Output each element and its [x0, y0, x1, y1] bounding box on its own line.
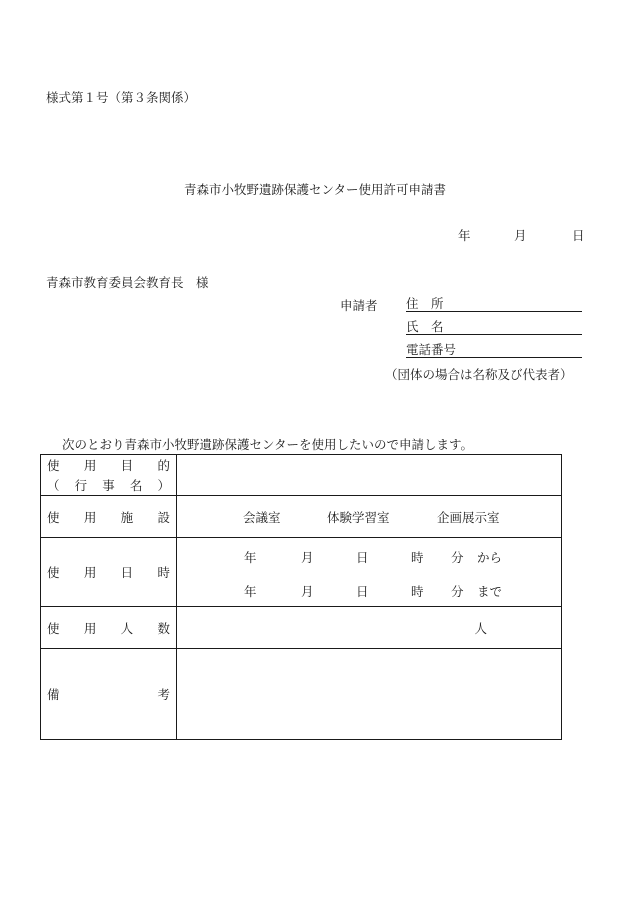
remarks-input[interactable]: [177, 649, 562, 740]
count-unit: 人: [474, 620, 487, 636]
purpose-label-main: 使 用 目 的: [47, 458, 170, 473]
date-month[interactable]: 月: [514, 228, 527, 243]
intro-text: 次のとおり青森市小牧野遺跡保護センターを使用したいので申請します。: [62, 437, 474, 452]
remarks-label: 備 考: [41, 649, 177, 740]
purpose-row: [41, 455, 562, 496]
name-label: 氏 名: [406, 319, 444, 334]
datetime-label: 使 用 日 時: [41, 538, 177, 607]
count-input[interactable]: [177, 607, 562, 649]
datetime-input[interactable]: [177, 538, 562, 607]
datetime-to-line: 年 月 日 時 分 まで: [244, 584, 503, 599]
phone-field[interactable]: [406, 342, 582, 358]
purpose-label: [41, 455, 177, 496]
remarks-row: [41, 649, 562, 740]
address-field[interactable]: [406, 296, 582, 312]
application-table: [40, 454, 562, 740]
addressee: 青森市教育委員会教育長 様: [46, 275, 209, 290]
facility-options: [177, 496, 562, 538]
facility-option-experience-room[interactable]: 体験学習室: [327, 509, 390, 525]
facility-label: 使 用 施 設: [41, 496, 177, 538]
date-line: [458, 226, 585, 244]
name-field[interactable]: [406, 319, 582, 335]
facility-option-meeting-room[interactable]: 会議室: [243, 509, 281, 525]
address-label: 住 所: [406, 296, 444, 311]
phone-label: 電話番号: [406, 342, 457, 357]
count-label: 使 用 人 数: [41, 607, 177, 649]
datetime-from-line: 年 月 日 時 分 から: [244, 550, 503, 565]
facility-option-exhibition-room[interactable]: 企画展示室: [437, 509, 500, 525]
datetime-row: [41, 538, 562, 607]
applicant-label: 申請者: [340, 298, 378, 313]
date-day[interactable]: 日: [572, 228, 585, 243]
purpose-label-sub: （ 行 事 名 ）: [47, 478, 170, 493]
facility-row: [41, 496, 562, 538]
applicant-note: （団体の場合は名称及び代表者）: [385, 367, 573, 382]
count-row: [41, 607, 562, 649]
date-year[interactable]: 年: [458, 228, 471, 243]
form-number: 様式第１号（第３条関係）: [46, 90, 197, 105]
document-title: 青森市小牧野遺跡保護センター使用許可申請書: [183, 182, 446, 197]
purpose-input[interactable]: [177, 455, 562, 496]
